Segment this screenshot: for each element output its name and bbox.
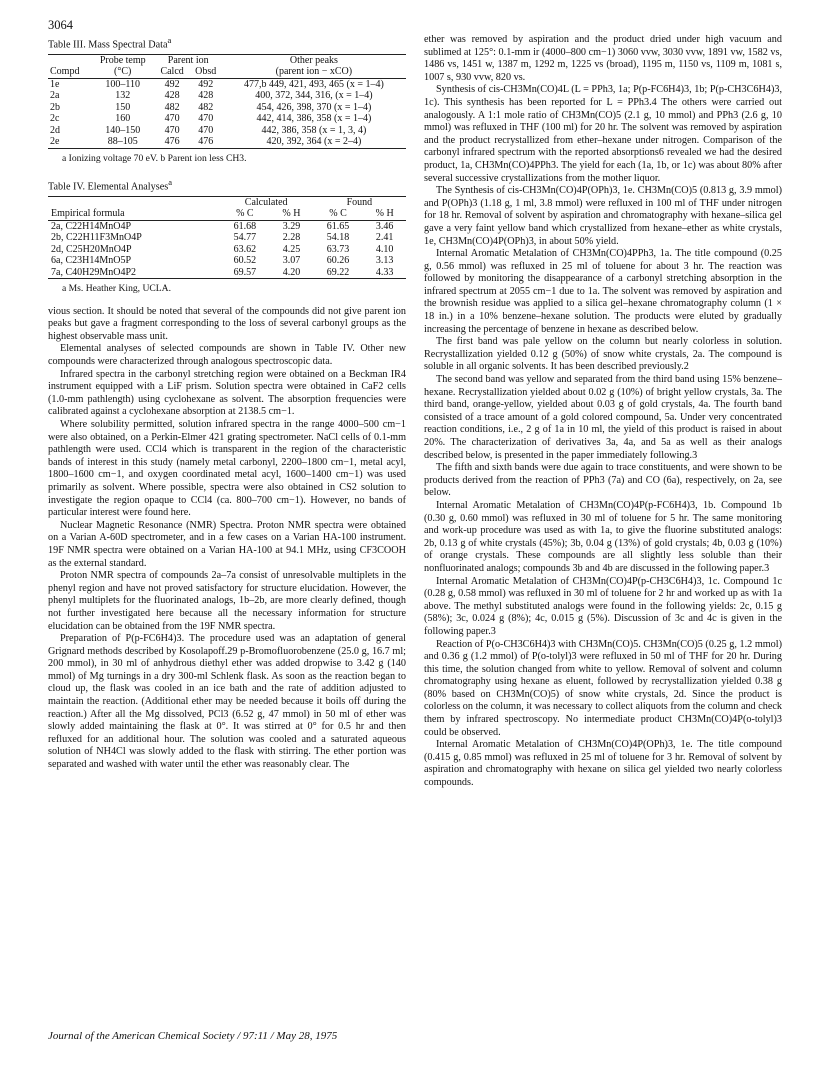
table3-cell-calcd: 476: [155, 136, 190, 148]
table4-cell-fh: 3.13: [375, 255, 394, 267]
table3-footnote: a Ionizing voltage 70 eV. b Parent ion less CH3.: [62, 152, 247, 164]
table4-cell-fc: 54.18: [326, 232, 350, 244]
table3-cell-obsd: 428: [198, 90, 214, 102]
table3-caption: Table III. Mass Spectral Data$^a$: [48, 35, 172, 51]
table3-cell-calcd: 482: [164, 101, 180, 113]
table4-cell-ch: 4.20: [270, 267, 313, 279]
right-body-text: [424, 34, 782, 790]
table4-header-calculated: Calculated: [220, 196, 313, 208]
table4-cell-ch: 4.25: [282, 243, 301, 255]
body-paragraph: ether was removed by aspiration and the product dried under high vacuum and sublimed at 125°: 0.1-mm ir (4000–800 cm−1) 3060 vvw, 3030 vvw, 1891 vw, 1582 vs, 1486 vs, 1451 w, 1387 m, 1292 m, 1225 vs (broad), 1195 m, 1150 vs, 1109 m, 1081 s, 1007 s, 930 vvw, 820 vs.: [424, 34, 782, 83]
table3-cell-calcd: 470: [164, 113, 180, 125]
table3-cell-peaks: 400, 372, 344, 316, (x = 1–4): [255, 90, 373, 102]
body-paragraph: vious section. It should be noted that several of the compounds did not give parent ion peaks but gave a fragment corresponding to the loss of several carbonyl groups as the highest observable mass unit.: [48, 305, 406, 342]
table3-cell-compd: 2c: [50, 113, 60, 125]
table3-row: [48, 90, 406, 102]
table3-cell-temp: 100–110: [105, 78, 141, 90]
table3-header-other-sub: (parent ion − xCO): [222, 66, 406, 78]
table3-header-calcd: Calcd: [155, 66, 190, 78]
body-paragraph: Proton NMR spectra of compounds 2a–7a consist of unresolvable multiplets in the phenyl region and have not proved satisfactory for structure elucidation. However, the phenyl multiplets for the fluorinated analogs, 1b–2b, are more clearly defined, though not further investigated here because all the necessary information for structure elucidation can be obtained from the 19F NMR spectra.: [48, 570, 406, 632]
table4-cell-cc: 63.62: [233, 243, 257, 255]
table3-cell-peaks: 477,b 449, 421, 493, 465 (x = 1–4): [243, 78, 384, 90]
table3-cell-compd: 2b: [50, 101, 60, 113]
table4-cell-fc: 60.26: [326, 255, 350, 267]
table4-caption: Table IV. Elemental Analyses$^a$: [48, 176, 172, 192]
journal-footer: Journal of the American Chemical Society / 97:11 / May 28, 1975: [48, 1030, 338, 1042]
table4: [48, 196, 406, 280]
table3-cell-compd: 2e: [48, 136, 91, 148]
table3-cell-obsd: 482: [198, 101, 214, 113]
table4-cell-fc: 69.22: [313, 267, 364, 279]
table4-row: [48, 255, 406, 267]
table4-footnote: a Ms. Heather King, UCLA.: [62, 283, 171, 295]
body-paragraph: The second band was yellow and separated from the third band using 15% benzene–hexane. Recrystallization yielded about 0.02 g (10%) of bright yellow crystals, 3a. The third band, orange-yellow, yielded about 0.03 g of gold crystals, 4a. The fourth band consisted of a trace amount of a gold colored compound, 5a. Under very concentrated reaction conditions, i.e., 2 g of 1a in 10 ml, the yield of this product is raised in about 20%. The characterization of derivatives 3a, 4a, and 5a as well as their analogs described below, is presented in the paper immediately following.3: [424, 374, 782, 461]
table3-row: [48, 125, 406, 137]
table3-row: [48, 78, 406, 90]
table4-row: [48, 267, 406, 279]
body-paragraph: Internal Aromatic Metalation of CH3Mn(CO)4P(p-CH3C6H4)3, 1c. Compound 1c (0.28 g, 0.58 mmol) was refluxed in 30 ml of toluene for 2 hr and worked up as with 1a above. The methyl substituted analogs were found in the following yields: 2c, 0.15 g (58%); 3c, 0.024 g (8%); 4c, 0.015 g (5%). Discussion of 3c and 4c is given in the following paper.3: [424, 575, 782, 637]
left-body-text: [48, 306, 406, 772]
table3-row: [48, 113, 406, 125]
body-paragraph: Where solubility permitted, solution infrared spectra in the range 4000–500 cm−1 were also obtained, on a Perkin-Elmer 421 grating spectrometer. NaCl cells of 0.1-mm pathlength were used. CCl4 which is transparent in the region of the characteristic bands of interest in this study (namely metal carbonyl, 2200–1800 cm−1, metal acyl, 1800–1600 cm−1, and oxygen coordinated metal acyl, 1600–1400 cm−1) was used primarily as solvent. Where possible, spectra were also obtained in CS2 solution to investigate the region opaque to CCl4 (ca. 800–700 cm−1). However, no bands of particular interest were found here.: [48, 419, 406, 519]
table3-cell-temp: 140–150: [105, 124, 141, 136]
body-paragraph: Preparation of P(p-FC6H4)3. The procedure used was an adaptation of general Grignard methods described by Kosolapoff.29 p-Bromofluorobenzene (25.0 g, 16.7 ml; 200 mmol), in 30 ml of anhydrous diethyl ether was added dropwise to 3.42 g (140 mmol) of Mg turnings in a dry 300-ml Schlenk flask. As soon as the reaction began to cloud up, the flask was cooled in an ice bath and the rate of addition adjusted to maintain the reaction. (Additional ether may be needed because it boils off during the reaction.) After all the Mg dissolved, PCl3 (6.52 g, 47 mmol) in 50 ml of ether was slowly added maintaining the flask at 0°. It was stirred at 0° for 0.5 hr and then refluxed for an additional hour. The solution was cooled and a saturated aqueous solution of NH4Cl was slowly added to the flask with stirring. The ether portion was separated and washed with water until the ether was reasonably clear. The: [48, 633, 406, 771]
table4-cell-formula: 2b, C22H11F3MnO4P: [51, 232, 142, 244]
table3-cell-calcd: 470: [164, 124, 180, 136]
table4-cell-fh: 4.33: [363, 267, 406, 279]
table3-cell-peaks: 420, 392, 364 (x = 2–4): [222, 136, 406, 148]
table3-cell-obsd: 492: [198, 78, 214, 90]
body-paragraph: Internal Aromatic Metalation of CH3Mn(CO)4P(OPh)3, 1e. The title compound (0.415 g, 0.85 mmol) was refluxed in 25 ml of toluene for 3 hr. Removal of solvent by aspiration and chromatography with hexane on silica gel yielded two nearly colorless compounds.: [424, 739, 782, 789]
table4-row: [48, 244, 406, 256]
table3-cell-obsd: 470: [198, 113, 214, 125]
table4-cell-cc: 69.57: [220, 267, 271, 279]
table3: [48, 54, 406, 149]
table3-cell-calcd: 428: [164, 90, 180, 102]
table4-cell-cc: 60.52: [233, 255, 257, 267]
table3-header-probe-unit: (°C): [91, 66, 155, 78]
table3-row: [48, 102, 406, 114]
table4-cell-formula: 2a, C22H14MnO4P: [51, 220, 132, 232]
table4-row: [48, 232, 406, 244]
table3-header-other: Other peaks: [222, 54, 406, 66]
table3-header-probe: Probe temp: [91, 54, 155, 66]
table3-header-obsd: Obsd: [190, 66, 222, 78]
table4-cell-cc: 54.77: [233, 232, 257, 244]
table3-cell-compd: 1e: [50, 78, 60, 90]
table3-cell-peaks: 442, 386, 358 (x = 1, 3, 4): [261, 124, 367, 136]
body-paragraph: Nuclear Magnetic Resonance (NMR) Spectra. Proton NMR spectra were obtained on a Varian A-60D spectrometer, and in a few cases on a Varian HA-100 instrument. 19F NMR spectra were obtained on a Varian HA-100 at 94.1 MHz, using CF3COOH as the external standard.: [48, 519, 406, 569]
right-column: [424, 34, 782, 790]
table4-cell-ch: 3.29: [282, 220, 301, 232]
body-paragraph: Synthesis of cis-CH3Mn(CO)4L (L = PPh3, 1a; P(p-FC6H4)3, 1b; P(p-CH3C6H4)3, 1c). This synthesis has been reported for L = PPh3.4 The others were carried out analogously. A 1:1 mole ratio of CH3Mn(CO)5 (2.1 g, 10 mmol) and PPh3 (2.6 g, 10 mmol) was refluxed in THF (100 ml) for 20 hr. The solvent was removed by aspiration and the product recrystallized from ether–hexane under nitrogen. Comparison of the carbonyl infrared spectrum with the reported absorptions6 revealed we had the desired product, 1a, CH3Mn(CO)4PPh3. The yield for each (1a, 1b, or 1c) was about 80% after several successive crystallizations from the mother liquor.: [424, 84, 782, 184]
body-paragraph: Elemental analyses of selected compounds are shown in Table IV. Other new compounds were characterized through analogous spectroscopic data.: [48, 343, 406, 368]
table3-cell-compd: 2d: [50, 124, 60, 136]
body-paragraph: Internal Aromatic Metalation of CH3Mn(CO)4PPh3, 1a. The title compound (0.25 g, 0.56 mmol) was refluxed in 25 ml of toluene for about 3 hr. The reaction was followed by monitoring the disappearance of a carbonyl stretching absorption in the infrared spectrum at 2055 cm−1 due to 1a. The solvent was removed by aspiration and the brownish residue was applied to a silica gel–hexane chromatography column (1 × 18 in.) in a 10% benzene–hexane solution. The products were eluted by gradually increasing the percentage of benzene in hexane as described below.: [424, 248, 782, 335]
table3-cell-temp: 150: [115, 101, 131, 113]
page-number: 3064: [48, 18, 73, 32]
table4-cell-cc: 61.68: [233, 220, 257, 232]
table4-cell-fh: 2.41: [375, 232, 394, 244]
table3-cell-temp: 160: [115, 113, 131, 125]
table3-cell-calcd: 492: [164, 78, 180, 90]
body-paragraph: Internal Aromatic Metalation of CH3Mn(CO)4P(p-FC6H4)3, 1b. Compound 1b (0.30 g, 0.60 mmol) was refluxed in 30 ml of toluene for 5 hr. The same monitoring and work-up procedure was used as with 1a, to give the fluorine substituted analogs: 2b, 0.13 g of white crystals (45%); 3b, 0.04 g (13%) of gold crystals; 4b, 0.03 g (10%) of orange crystals. These compounds are all slightly less soluble than their nonfluorinated analogs; compounds 3b and 4b are discussed in the following paper.3: [424, 499, 782, 574]
table4-cell-fc: 63.73: [326, 243, 350, 255]
table3-header-parent: Parent ion: [155, 54, 222, 66]
table4-cell-fc: 61.65: [326, 220, 350, 232]
table4-row: [48, 220, 406, 232]
table4-header-calc-h: % H: [270, 208, 313, 220]
table3-cell-peaks: 454, 426, 398, 370 (x = 1–4): [256, 101, 372, 113]
body-paragraph: Reaction of P(o-CH3C6H4)3 with CH3Mn(CO)5. CH3Mn(CO)5 (0.25 g, 1.2 mmol) and 0.36 g (1.2 mmol) of P(o-tolyl)3 were refluxed in 50 ml of THF for 20 hr. During this time, the solution changed from white to yellow. Removal of solvent and column chromatography using hexane as eluent, followed by recrystallization yielded 0.38 g (80% based on CH3Mn(CO)5) of snow white crystals, 2d. Since the product is colorless on the column, it was necessary to collect aliquots from the column and check them by infrared spectroscopy. No intermediate product CH3Mn(CO)4P(o-tolyl)3 could be observed.: [424, 638, 782, 738]
table3-row: [48, 136, 406, 148]
table4-cell-fh: 4.10: [375, 243, 394, 255]
table3-cell-peaks: 442, 414, 386, 358 (x = 1–4): [256, 113, 372, 125]
table4-cell-ch: 3.07: [282, 255, 301, 267]
body-paragraph: Infrared spectra in the carbonyl stretching region were obtained on a Beckman IR4 instrument equipped with a LiF prism. Solution spectra were obtained in CaF2 cells (1.0-mm pathlength) using cyclohexane as solvent. The absorption frequencies were calibrated against a cyclohexane absorption at 2138.5 cm−1.: [48, 368, 406, 418]
left-column: [48, 34, 406, 772]
table3-cell-compd: 2a: [50, 90, 60, 102]
table3-cell-temp: 88–105: [91, 136, 155, 148]
table3-cell-obsd: 470: [198, 124, 214, 136]
table4-cell-formula: 2d, C25H20MnO4P: [51, 243, 132, 255]
body-paragraph: The fifth and sixth bands were due again to trace constituents, and were shown to be products derived from the reaction of PPh3 (7a) and CO (6a), respectively, on 2a, see below.: [424, 462, 782, 499]
table4-header-formula: Empirical formula: [48, 208, 220, 220]
table4-header-found-c: % C: [313, 208, 364, 220]
table3-cell-obsd: 476: [190, 136, 222, 148]
body-paragraph: The first band was pale yellow on the column but nearly colorless in solution. Recrystallization yielded 0.12 g (50%) of snow white crystals, 2a. The compound is soluble in all organic solvents. It has been described previously.2: [424, 336, 782, 373]
table4-cell-formula: 7a, C40H29MnO4P2: [48, 267, 220, 279]
table4-header-found: Found: [313, 196, 406, 208]
table3-cell-temp: 132: [115, 90, 131, 102]
table3-header-compd-label: Compd: [48, 66, 91, 78]
table4-header-calc-c: % C: [220, 208, 271, 220]
table4-cell-fh: 3.46: [375, 220, 394, 232]
table4-cell-ch: 2.28: [282, 232, 301, 244]
table4-cell-formula: 6a, C23H14MnO5P: [51, 255, 132, 267]
body-paragraph: The Synthesis of cis-CH3Mn(CO)4P(OPh)3, 1e. CH3Mn(CO)5 (0.813 g, 3.9 mmol) and P(OPh)3 (1.18 g, 1 ml, 3.8 mmol) were refluxed in 100 ml of THF under nitrogen for 18 hr. Removal of solvent by aspiration and chromatography with hexane–silica gel gave a very faint yellow band which crystallized from hexane–ether as white crystals, 1e, CH3Mn(CO)4P(OPh)3, in about 50% yield.: [424, 185, 782, 247]
table4-header-found-h: % H: [363, 208, 406, 220]
table3-header-compd: [48, 54, 91, 66]
